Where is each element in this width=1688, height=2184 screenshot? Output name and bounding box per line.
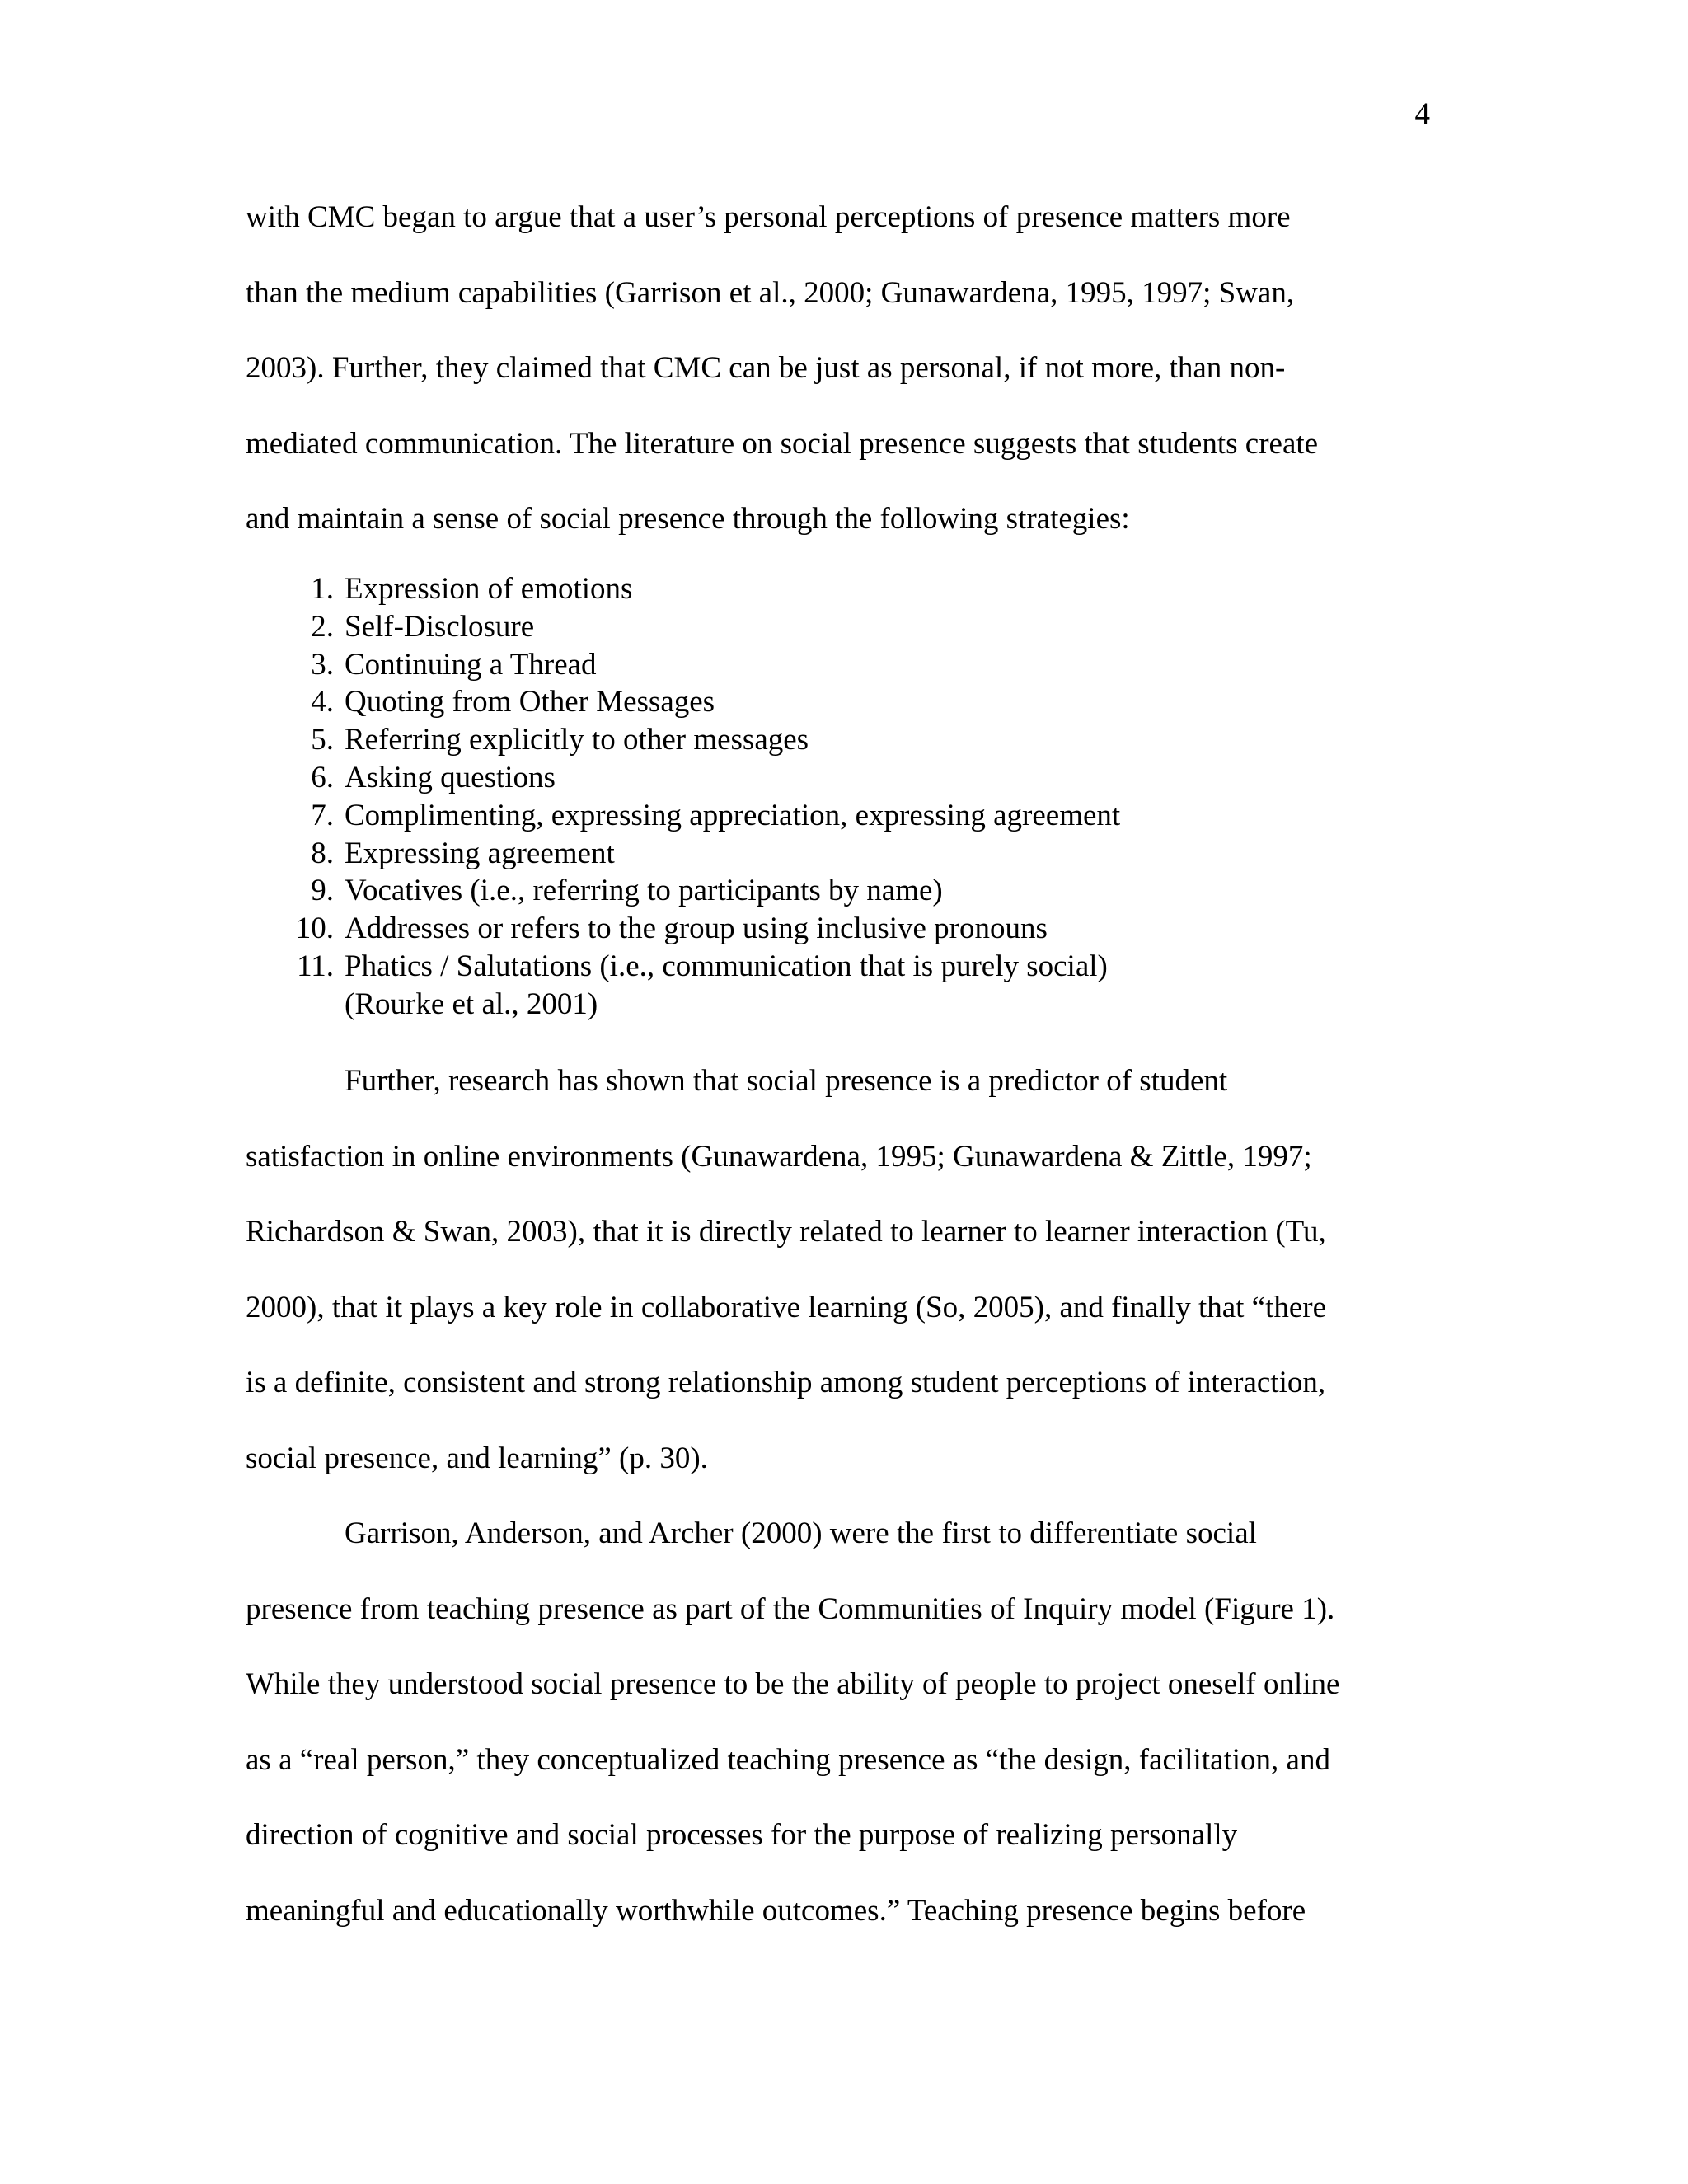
text-line: presence from teaching presence as part of the Communities of Inquiry model (Figure 1). [246, 1591, 1335, 1626]
list-item [246, 797, 1432, 835]
paragraph-satisfaction [246, 1043, 1432, 1496]
list-item-text: Addresses or refers to the group using inclusive pronouns [345, 912, 1048, 946]
text-line: meaningful and educationally worthwhile outcomes.” Teaching presence begins before [246, 1893, 1306, 1928]
paragraph-teaching-presence [246, 1496, 1432, 1948]
list-item [246, 948, 1432, 986]
list-item-number: 2. [311, 609, 334, 644]
list-item-text: Vocatives (i.e., referring to participants by name) [345, 874, 943, 908]
list-item-number: 9. [311, 874, 334, 908]
list-item-text: Continuing a Thread [345, 647, 597, 682]
text-line: satisfaction in online environments (Gunawardena, 1995; Gunawardena & Zittle, 1997; [246, 1139, 1312, 1174]
text-line: Further, research has shown that social presence is a predictor of student [345, 1064, 1228, 1098]
text-line: While they understood social presence to be the ability of people to project oneself online [246, 1667, 1340, 1701]
list-item-number: 8. [311, 836, 334, 870]
text-line: than the medium capabilities (Garrison et al., 2000; Gunawardena, 1995, 1997; Swan, [246, 275, 1295, 310]
list-item [246, 646, 1432, 684]
list-citation: (Rourke et al., 2001) [345, 987, 598, 1021]
list-item-number: 4. [311, 685, 334, 719]
text-line: is a definite, consistent and strong relationship among student perceptions of interaction, [246, 1366, 1326, 1399]
text-line: Garrison, Anderson, and Archer (2000) were the first to differentiate social [345, 1516, 1257, 1550]
text-line: social presence, and learning” (p. 30). [246, 1441, 708, 1475]
text-line: as a “real person,” they conceptualized teaching presence as “the design, facilitation, and [246, 1742, 1330, 1777]
text-line: 2000), that it plays a key role in collaborative learning (So, 2005), and finally that “there [246, 1290, 1327, 1324]
list-item-number: 6. [311, 760, 334, 794]
text-line: 2003). Further, they claimed that CMC can be just as personal, if not more, than non- [246, 351, 1286, 385]
list-item-number: 1. [311, 572, 334, 606]
list-item-text: Quoting from Other Messages [345, 685, 715, 719]
list-item-number: 7. [311, 798, 334, 832]
list-item [246, 759, 1432, 797]
list-item-text: Expressing agreement [345, 836, 615, 870]
list-item [246, 910, 1432, 948]
text-line: and maintain a sense of social presence through the following strategies: [246, 502, 1130, 536]
list-item-number: 11. [297, 949, 334, 983]
list-item-text: Self-Disclosure [345, 609, 535, 644]
strategy-list [246, 570, 1432, 1024]
list-item [246, 721, 1432, 759]
list-item [246, 570, 1432, 608]
text-line: Richardson & Swan, 2003), that it is directly related to learner to learner interaction (Tu, [246, 1215, 1326, 1249]
list-item [246, 683, 1432, 721]
list-item-text: Expression of emotions [345, 572, 633, 606]
list-item-text: Phatics / Salutations (i.e., communication that is purely social) [345, 949, 1108, 983]
text-line: with CMC began to argue that a user’s personal perceptions of presence matters more [246, 200, 1291, 234]
page-number: 4 [1414, 97, 1430, 131]
list-item-number: 3. [311, 647, 334, 682]
list-item-number: 5. [311, 723, 334, 757]
list-item [246, 608, 1432, 646]
list-item [246, 835, 1432, 873]
list-item [246, 872, 1432, 910]
list-item-text: Referring explicitly to other messages [345, 723, 809, 757]
list-item-number: 10. [295, 912, 334, 946]
text-line: mediated communication. The literature on social presence suggests that students create [246, 426, 1319, 461]
paragraph-intro [246, 180, 1432, 557]
list-item-text: Complimenting, expressing appreciation, expressing agreement [345, 798, 1121, 832]
list-item-text: Asking questions [345, 760, 556, 794]
text-line: direction of cognitive and social processes for the purpose of realizing personally [246, 1818, 1238, 1852]
